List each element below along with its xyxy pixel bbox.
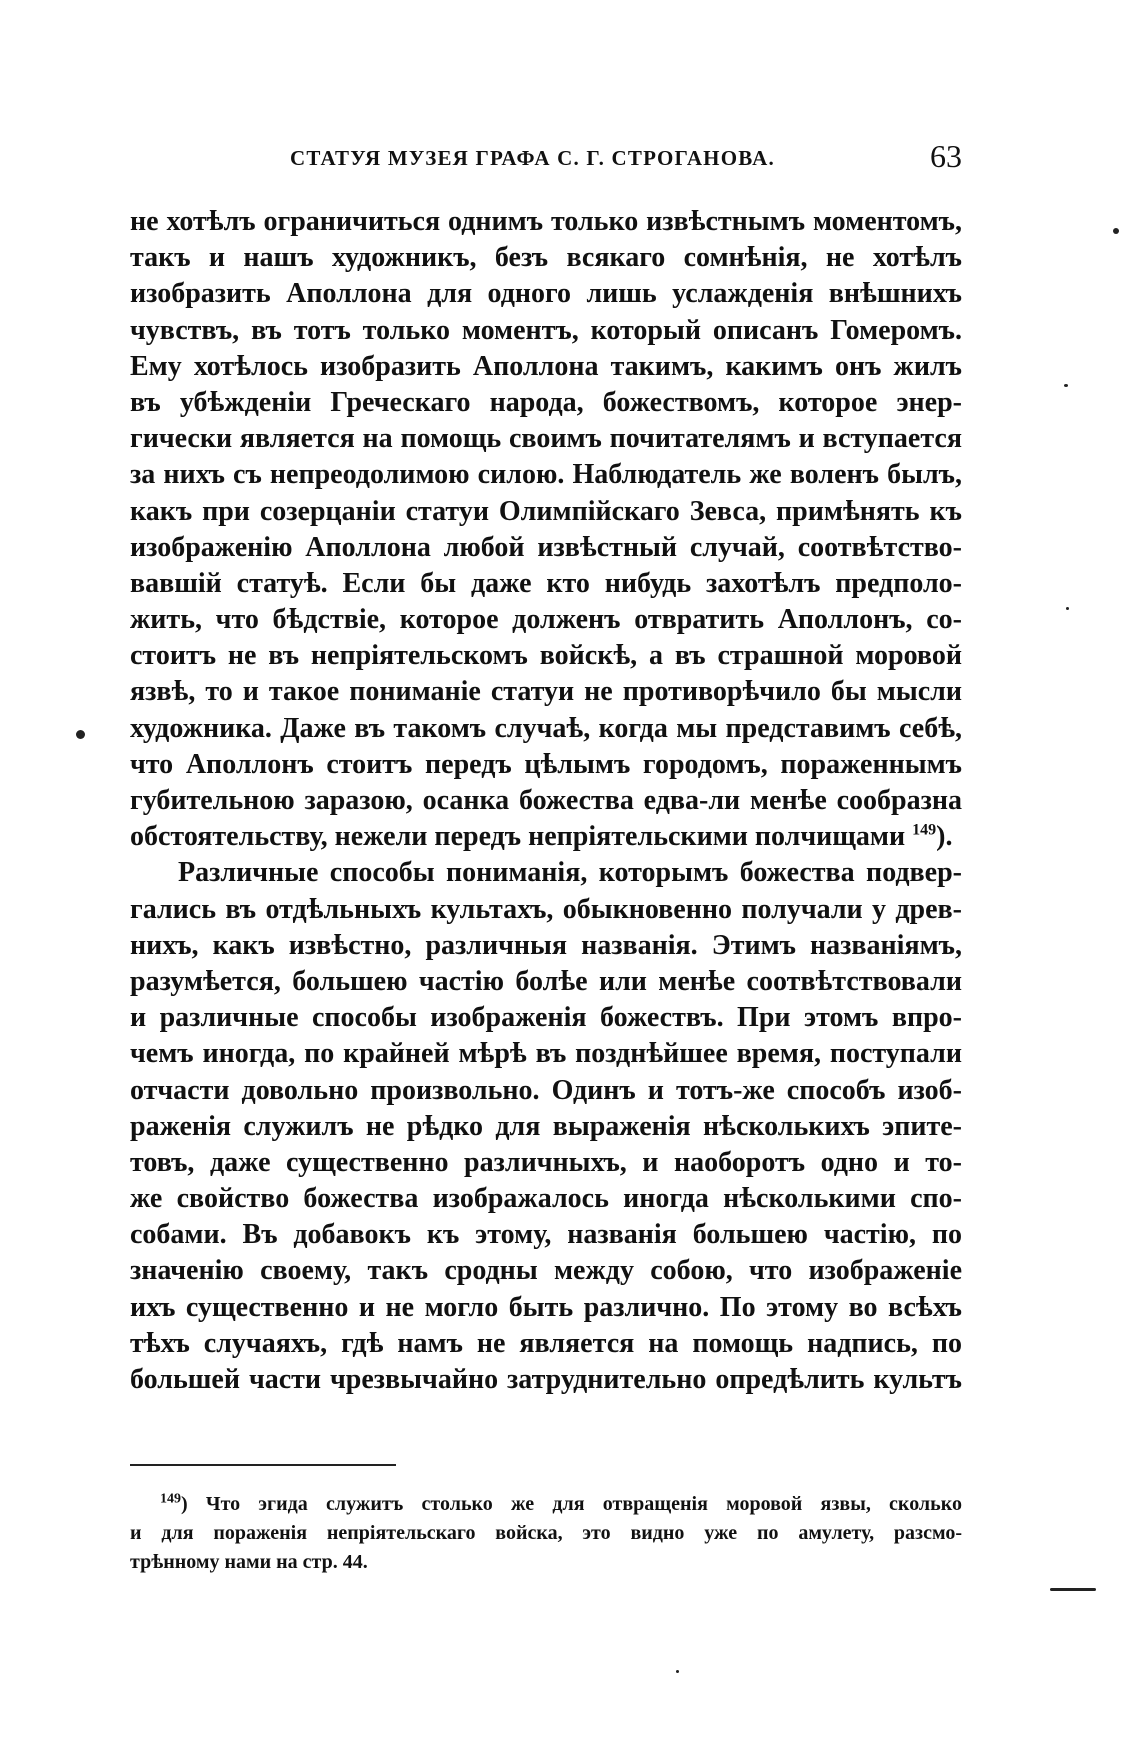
text-line: чемъ иногда, по крайней мѣрѣ въ позднѣйшее время, поступали [130, 1038, 962, 1070]
text-line: собами. Въ добавокъ къ этому, названія большею частію, по [130, 1219, 962, 1251]
running-title: СТАТУЯ МУЗЕЯ ГРАФА С. Г. СТРОГАНОВА. [290, 146, 775, 170]
text-line: изображенію Аполлона любой извѣстный случай, соотвѣтство- [130, 531, 962, 563]
text-line: стоитъ не въ непріятельскомъ войскѣ, а въ страшной моровой [130, 640, 962, 672]
text-line: язвѣ, то и такое пониманіе статуи не противорѣчило бы мысли [130, 676, 962, 708]
text-line: значенію своему, такъ сродны между собою, что изображеніе [130, 1255, 962, 1287]
running-head [130, 138, 962, 182]
text-line: раженія служилъ не рѣдко для выраженія нѣсколькихъ эпите- [130, 1110, 962, 1142]
text-line: же свойство божества изображалось иногда нѣсколькими спо- [130, 1183, 962, 1215]
text-line: губительною заразою, осанка божества едва-ли менѣе сообразна [130, 785, 962, 816]
footnote-reference-close: ). [936, 821, 953, 853]
text-line: за нихъ съ непреодолимою силою. Наблюдатель же воленъ былъ, [130, 459, 962, 491]
text-line: не хотѣлъ ограничиться однимъ только извѣстнымъ моментомъ, [130, 206, 962, 237]
footnote-line: и для пораженія непріятельскаго войска, это видно уже по амулету, разсмо- [130, 1522, 962, 1544]
text-line: вавшій статуѣ. Если бы даже кто нибудь захотѣлъ предполо- [130, 567, 962, 599]
text-line: ихъ существенно и не могло быть различно. По этому во всѣхъ [130, 1291, 962, 1323]
text-line: какъ при созерцаніи статуи Олимпійскаго Зевса, примѣнять къ [130, 495, 962, 527]
text-line: товъ, даже существенно различныхъ, и наоборотъ одно и то- [130, 1146, 962, 1178]
scan-speck [1064, 384, 1068, 387]
footnote-line: трѣнному нами на стр. 44. [130, 1551, 368, 1573]
text-line: отчасти довольно произвольно. Одинъ и тотъ-же способъ изоб- [130, 1074, 962, 1106]
footnote-line [130, 1490, 962, 1519]
paragraph-start-line: Различные способы пониманія, которымъ божества подвер- [178, 857, 962, 889]
text-line: большей части чрезвычайно затруднительно опредѣлить культъ [130, 1364, 962, 1395]
text-line: такъ и нашъ художникъ, безъ всякаго сомнѣнія, не хотѣлъ [130, 242, 962, 274]
text-line: въ убѣжденіи Греческаго народа, божествомъ, которое энер- [130, 386, 962, 418]
text-line: гически является на помощь своимъ почитателямъ и вступается [130, 423, 962, 455]
footnote [130, 1490, 962, 1577]
page-number: 63 [930, 138, 962, 174]
text-line-content: обстоятельству, нежели передъ непріятельскими полчищами [130, 821, 906, 853]
text-line: и различные способы изображенія божествъ. При этомъ впро- [130, 1002, 962, 1034]
text-line: художника. Даже въ такомъ случаѣ, когда мы представимъ себѣ, [130, 712, 962, 744]
scan-speck [1066, 607, 1069, 610]
text-line: нихъ, какъ извѣстно, различныя названія. Этимъ названіямъ, [130, 929, 962, 961]
scan-speck [1113, 228, 1119, 234]
text-line: тѣхъ случаяхъ, гдѣ намъ не является на помощь надпись, по [130, 1327, 962, 1359]
text-line-with-footnote-ref [130, 819, 962, 855]
footnote-reference[interactable]: 149 [912, 821, 937, 839]
footnote-line-content: Что эгида служитъ столько же для отвращенія моровой язвы, сколько [205, 1493, 962, 1515]
body-text [130, 204, 962, 1398]
footnote-marker: 149 [160, 1491, 181, 1507]
text-line: изобразить Аполлона для одного лишь услажденія внѣшнихъ [130, 278, 962, 310]
text-line: разумѣется, большею частію болѣе или менѣе соотвѣтствовали [130, 965, 962, 997]
scan-speck [676, 1670, 679, 1673]
text-line: жить, что бѣдствіе, которое долженъ отвратить Аполлонъ, со- [130, 604, 962, 636]
text-line: Ему хотѣлось изобразить Аполлона такимъ, какимъ онъ жилъ [130, 350, 962, 382]
scan-speck [1050, 1588, 1096, 1591]
footnote-marker-close: ) [181, 1493, 188, 1515]
text-line: что Аполлонъ стоитъ передъ цѣлымъ городомъ, пораженнымъ [130, 748, 962, 780]
text-line: чувствъ, въ тотъ только моментъ, который описанъ Гомеромъ. [130, 314, 962, 346]
footnote-divider [130, 1464, 396, 1466]
text-line: гались въ отдѣльныхъ культахъ, обыкновенно получали у древ- [130, 893, 962, 925]
scan-speck [76, 730, 85, 739]
